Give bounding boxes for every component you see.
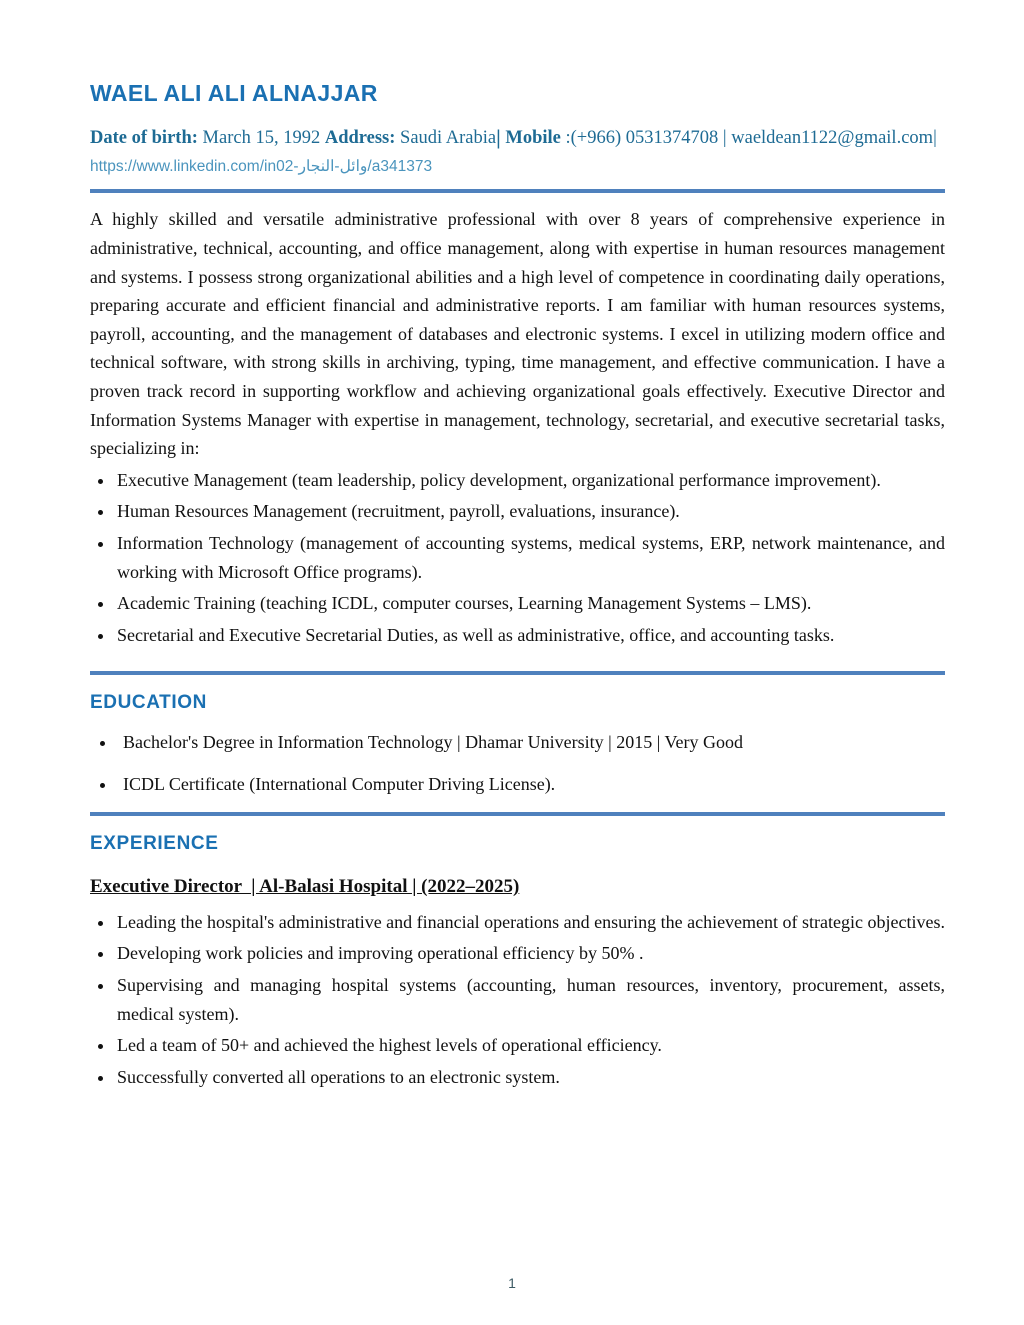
email-text: waeldean1122@gmail.com xyxy=(731,128,934,149)
list-item: • ICDL Certificate (International Computer Driving License). xyxy=(117,770,945,799)
list-item: • Secretarial and Executive Secretarial Duties, as well as administrative, office, and accounting tasks. xyxy=(115,621,945,650)
mobile-label: Mobile xyxy=(505,128,561,149)
job-title: Executive Director | Al-Balasi Hospital | (2022–2025) xyxy=(90,876,520,898)
dob-value: March 15, 1992 xyxy=(202,128,321,149)
education-heading: EDUCATION xyxy=(90,692,207,714)
list-item: • Academic Training (teaching ICDL, computer courses, Learning Management Systems – LMS). xyxy=(115,589,945,618)
list-item: • Led a team of 50+ and achieved the highest levels of operational efficiency. xyxy=(115,1031,945,1060)
separator-bar: | xyxy=(496,125,501,150)
contact-line xyxy=(90,123,945,152)
list-item: • Leading the hospital's administrative and financial operations and ensuring the achievement of strategic objectives. xyxy=(115,908,945,937)
section-divider xyxy=(90,189,945,193)
list-item: • Supervising and managing hospital systems (accounting, human resources, inventory, procurement, assets, medical system). xyxy=(115,971,945,1028)
address-label: Address: xyxy=(324,128,396,149)
specialization-list xyxy=(90,466,945,650)
list-item: • Bachelor's Degree in Information Technology | Dhamar University | 2015 | Very Good xyxy=(117,728,945,757)
linkedin-url[interactable]: https://www.linkedin.com/in02-وائل-النجار/a341373 xyxy=(90,158,433,176)
separator-bar: | xyxy=(722,128,727,149)
person-name: WAEL ALI ALI ALNAJJAR xyxy=(90,80,378,106)
list-item: • Human Resources Management (recruitment, payroll, evaluations, insurance). xyxy=(115,497,945,526)
address-value: Saudi Arabia xyxy=(400,128,497,149)
section-divider xyxy=(90,671,945,675)
list-item: • Information Technology (management of accounting systems, medical systems, ERP, network maintenance, and working with Microsoft Office programs). xyxy=(115,529,945,586)
education-list xyxy=(90,728,945,798)
page-number: 1 xyxy=(508,1275,516,1291)
list-item: • Executive Management (team leadership, policy development, organizational performance improvement). xyxy=(115,466,945,495)
mobile-value: :(+966) 0531374708 xyxy=(565,128,719,149)
experience-list xyxy=(90,908,945,1092)
section-divider xyxy=(90,812,945,816)
separator-bar: | xyxy=(933,128,937,149)
summary-paragraph: A highly skilled and versatile administrative professional with over 8 years of comprehensive experience in administrative, technical, accounting, and office management, along with expertise in human resources management and systems. I possess strong organizational abilities and a high level of competence in coordinating daily operations, preparing accurate and efficient financial and administrative reports. I am familiar with human resources systems, payroll, accounting, and the management of databases and electronic systems. I excel in utilizing modern office and technical software, with strong skills in archiving, typing, time management, and effective communication. I have a proven track record in supporting workflow and achieving organizational goals effectively. Executive Director and Information Systems Manager with expertise in management, technology, secretarial, and executive secretarial tasks, specializing in: xyxy=(90,209,945,459)
dob-label: Date of birth: xyxy=(90,128,198,149)
list-item: • Successfully converted all operations to an electronic system. xyxy=(115,1063,945,1092)
experience-heading: EXPERIENCE xyxy=(90,833,219,855)
list-item: • Developing work policies and improving operational efficiency by 50% . xyxy=(115,939,945,968)
